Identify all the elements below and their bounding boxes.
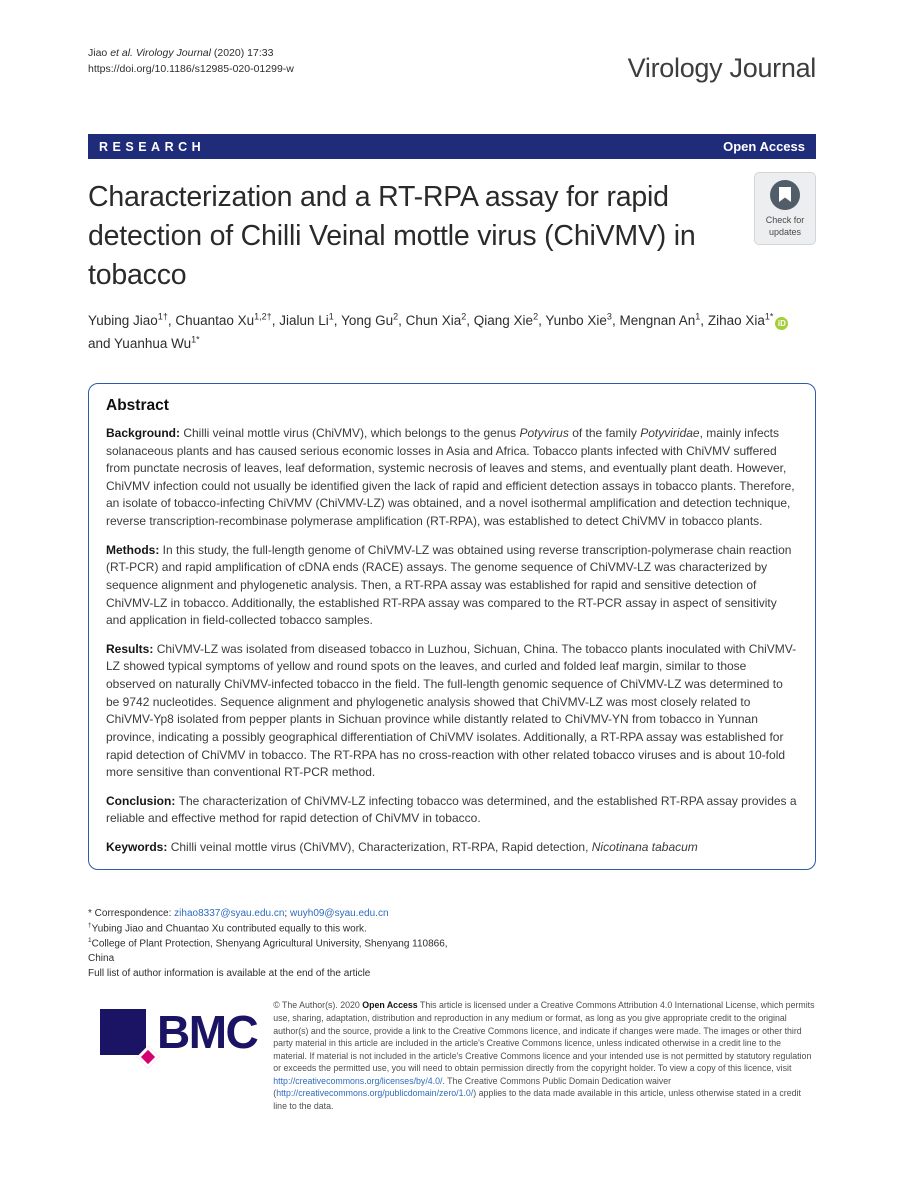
author bbox=[341, 313, 402, 328]
author-name: Qiang Xie bbox=[473, 313, 534, 329]
author-name: Chun Xia bbox=[405, 313, 462, 329]
author-info-note: Full list of author information is available at the end of the article bbox=[88, 968, 371, 980]
author-superscript: 2 bbox=[393, 311, 399, 322]
author-separator: , bbox=[700, 313, 705, 329]
crossmark-icon bbox=[770, 180, 800, 210]
abstract-conclusion: Conclusion: The characterization of ChiVMV-LZ infecting tobacco was determined, and the established RT-RPA assay provides a reliable and effective method for rapid detection of ChiVMV in tobacco. bbox=[106, 793, 797, 826]
check-updates-text bbox=[755, 215, 815, 238]
bmc-logo-text: BMC bbox=[157, 1006, 258, 1059]
bmc-logo bbox=[100, 1006, 258, 1059]
author-name: Yong Gu bbox=[341, 313, 394, 329]
affiliation-note: $^1$College of Plant Protection, Shenyang Agricultural University, Shenyang 110866, China bbox=[88, 937, 448, 965]
author-name: Yubing Jiao bbox=[88, 313, 158, 329]
link[interactable]: wuyh09@syau.edu.cn bbox=[289, 907, 389, 919]
author bbox=[88, 313, 172, 328]
author-separator: , bbox=[398, 313, 402, 329]
article-title: Characterization and a RT-RPA assay for rapid detection of Chilli Veinal mottle virus (ChiVMV) in tobacco bbox=[88, 181, 696, 292]
author bbox=[406, 313, 470, 328]
author-superscript: 1,2† bbox=[254, 311, 272, 322]
abstract-methods: Methods: In this study, the full-length genome of ChiVMV-LZ was obtained using reverse transcription-polymerase chain reaction (RT-PCR) and rapid amplification of cDNA ends (RACE) assays. The genome sequence of ChiVMV-LZ was characterized by sequence alignment and phylogenetic analysis. Then, a RT-RPA assay was established for rapid and sensitive detection of ChiVMV-LZ in tobacco. Additionally, the established RT-RPA assay was compared to the RT-PCR assay in aspect of sensitivity and application in field-collected tobacco samples. bbox=[106, 542, 792, 628]
page-header bbox=[88, 44, 816, 88]
author-superscript: 1 bbox=[695, 311, 701, 322]
check-updates-line2: updates bbox=[768, 226, 802, 237]
research-label: RESEARCH bbox=[99, 139, 206, 154]
orcid-icon[interactable]: iD bbox=[775, 317, 788, 330]
author bbox=[175, 313, 275, 328]
author-separator: , bbox=[271, 313, 276, 329]
author-separator: , bbox=[466, 313, 470, 329]
citation-block bbox=[88, 46, 294, 78]
author-separator: , bbox=[538, 313, 542, 329]
document-content bbox=[88, 44, 816, 1113]
author-separator: , bbox=[167, 313, 172, 329]
check-updates-line1: Check for bbox=[765, 215, 805, 225]
page-footer bbox=[88, 997, 816, 1112]
author-superscript: 1* bbox=[764, 311, 774, 322]
bmc-logo-diamond bbox=[137, 1046, 160, 1069]
abstract-background: Background: Chilli veinal mottle virus (ChiVMV), which belongs to the genus Potyvirus of the family Potyviridae, mainly infects solanaceous plants and has caused serious economic losses in Asia and Africa. Tobacco plants infected with ChiVMV suffered from punctate necrosis of leaves, leaf deformation, systemic necrosis of leaves and stems, and eventually plant death. However, ChiVMV infection could not usually be identified given the lack of rapid and efficient detection assays in tobacco plants. Therefore, an isolate of tobacco-infecting ChiVMV (ChiVMV-LZ) was obtained, and a novel isothermal amplification and detection technique, reverse transcription-recombinase polymerase amplification (RT-RPA), was established to detect ChiVMV in tobacco plants. bbox=[106, 425, 795, 529]
abstract-box bbox=[88, 383, 816, 870]
author-separator: , bbox=[611, 313, 616, 329]
author-separator: , bbox=[333, 313, 338, 329]
author-list bbox=[88, 310, 816, 356]
author-superscript: 2 bbox=[461, 311, 467, 322]
title-row bbox=[88, 178, 816, 295]
link[interactable]: http://creativecommons.org/publicdomain/zero/1.0/ bbox=[276, 1088, 474, 1099]
author-separator: and bbox=[88, 336, 111, 352]
link[interactable]: http://creativecommons.org/licenses/by/4.0/ bbox=[273, 1075, 443, 1086]
abstract-results: Results: ChiVMV-LZ was isolated from diseased tobacco in Luzhou, Sichuan, China. The tobacco plants inoculated with ChiVMV-LZ showed typical symptoms of yellow and round spots on the leaves, and curled and folded leaf margin, similar to those observed on naturally ChiVMV-infected tobacco in the field. The full-length genomic sequence of ChiVMV-LZ was determined to be 9742 nucleotides. Sequence alignment and phylogenetic analysis showed that ChiVMV-LZ was most closely related to ChiVMV-Yp8 isolated from pepper plants in Sichuan province while distantly related to ChiVMV-YN from tobacco in Yunnan province, indicating a possibly geographical differentiation of ChiVMV isolates. Additionally, a RT-RPA assay was established for rapid detection of ChiVMV in tobacco. The RT-RPA has no cross-reaction with other related tobacco viruses and is about 10-fold more sensitive than conventional RT-PCR method. bbox=[106, 641, 797, 780]
section-banner bbox=[88, 134, 816, 159]
citation-line: Jiao et al. Virology Journal (2020) 17:33 bbox=[88, 47, 274, 59]
author-superscript: 1* bbox=[191, 334, 200, 345]
journal-name: Virology Journal bbox=[627, 53, 816, 83]
bmc-logo-icon bbox=[100, 1009, 146, 1055]
author-name: Yunbo Xie bbox=[545, 313, 607, 329]
author-superscript: 1 bbox=[328, 311, 334, 322]
author-name: Zihao Xia bbox=[707, 313, 765, 329]
open-access-label: Open Access bbox=[723, 139, 805, 154]
author-superscript: 3 bbox=[606, 311, 612, 322]
link[interactable]: zihao8337@syau.edu.cn bbox=[174, 907, 285, 919]
author bbox=[114, 336, 200, 351]
check-for-updates-badge[interactable] bbox=[754, 172, 816, 245]
abstract-keywords: Keywords: Chilli veinal mottle virus (ChiVMV), Characterization, RT-RPA, Rapid detection, Nicotinana tabacum bbox=[106, 840, 698, 855]
author bbox=[474, 313, 542, 328]
abstract-heading: Abstract bbox=[106, 396, 169, 414]
author-superscript: 1† bbox=[157, 311, 168, 322]
author-name: Chuantao Xu bbox=[175, 313, 255, 329]
author bbox=[279, 313, 337, 328]
author bbox=[545, 313, 615, 328]
footnotes bbox=[88, 906, 458, 982]
author-superscript: 2 bbox=[533, 311, 539, 322]
doi-text: https://doi.org/10.1186/s12985-020-01299-w bbox=[88, 62, 294, 75]
correspondence-line: * Correspondence: zihao8337@syau.edu.cn; wuyh09@syau.edu.cn bbox=[88, 907, 389, 919]
author-name: Yuanhua Wu bbox=[114, 336, 192, 352]
license-text: © The Author(s). 2020 Open Access This article is licensed under a Creative Commons Attribution 4.0 International License, which permits use, sharing, adaptation, distribution and reproduction in any medium or format, as long as you give appropriate credit to the original author(s) and the source, provide a link to the Creative Commons licence, and indicate if changes were made. The images or other third party material in this article are included in the article's Creative Commons licence, unless indicated otherwise in a credit line to the material. If material is not included in the article's Creative Commons licence and your intended use is not permitted by statutory regulation or exceeds the permitted use, you will need to obtain permission directly from the copyright holder. To view a copy of this licence, visit http://creativecommons.org/licenses/by/4.0/. The Creative Commons Public Domain Dedication waiver (http://creativecommons.org/publicdomain/zero/1.0/) applies to the data made available in this article, unless otherwise stated in a credit line to the data. bbox=[273, 1000, 815, 1111]
equal-contribution-note: †Yubing Jiao and Chuantao Xu contributed equally to this work. bbox=[88, 921, 367, 935]
author-name: Mengnan An bbox=[619, 313, 696, 329]
author bbox=[619, 313, 704, 328]
author-name: Jialun Li bbox=[279, 313, 329, 329]
